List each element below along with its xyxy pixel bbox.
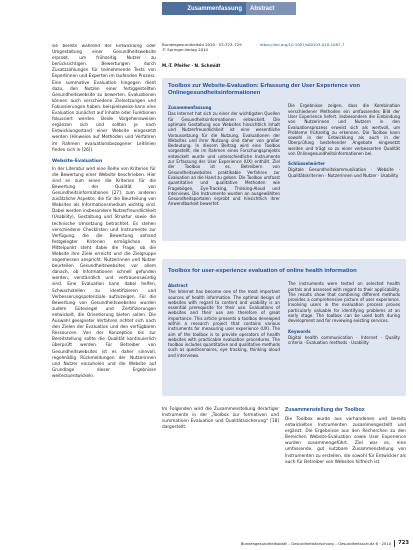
german-abstract-box [162, 78, 406, 241]
left-column-text [52, 44, 156, 536]
german-keywords: Digitale Gesundheitskommunikation · Website · Qualitätskriterien · Nutzerinnen und Nutzer · Usability [288, 167, 400, 178]
footer-divider [394, 540, 395, 547]
toolbox-heading: Zusammenstellung der Toolbox [285, 407, 365, 413]
citation-block [162, 42, 402, 52]
body-text-bottom: Im Folgenden wird die Zusammenstellung derartiger Instrumente in der „Toolbox zur formativen und summativen Evaluation und Qualitätssicherung“ [18] dargestellt. [162, 407, 279, 431]
german-abstract-text-1: Das Internet hat sich zu einer der wichtigsten Quellen für Gesundheitsinformationen entwickelt. Die optimale Gestaltung von Websites hinsichtlich Inhalt und Nutzerfreundlichkeit ist eine wesentliche Voraussetzung für die Nutzung. Evaluationen der Websites und ihrer Nutzung sind daher von großer Bedeutung. In diesem Beitrag wird eine Toolbox vorgestellt, die im Rahmen eines Forschungsprojekts entwickelt wurde und unterschiedliche Instrumente zur Erfassung der User Experience (UX) enthält. Ziel der Toolbox ist es, Betreibern von Gesundheitswebsites praktikable Verfahren zur Evaluation an die Hand zu geben. Die Toolbox umfasst quantitative und qualitative Methoden wie Fragebögen, Eye-Tracking, Thinking-Aloud und Interviews. Die Instrumente wurden an ausgewählten Gesundheitsportalen erprobt und hinsichtlich ihrer Anwendbarkeit bewertet. [168, 111, 280, 207]
left-paragraph-2: In der Literatur wird eine Reihe von Kriterien für die Bewertung einer Website beschrieben. Hier sind es zum einen die Kriterien für die Bewertung der Qualität von Gesundheitsinformationen [27], zum anderen zusätzliche Aspekte, die für die Beurteilung von Websites als Informationsmedium wichtig sind. Dabei werden insbesondere Nutzerfreundlichkeit (Usability), Gestaltung und Struktur sowie die technische Umsetzung betrachtet. Es stehen verschiedene Checklisten und Instrumente zur Verfügung, die die Bewertung anhand festgelegter Kriterien ermöglichen. Im Mittelpunkt steht dabei die Frage, ob die Website ihre Ziele erreicht und die Zielgruppe angemessen anspricht. Nutzerinnen und Nutzer beurteilen Gesundheitswebsites vor allem danach, ob Informationen schnell gefunden werden, verständlich und vertrauenswürdig sind. Eine Evaluation kann dabei helfen, Schwachstellen zu identifizieren und Verbesserungspotenziale aufzuzeigen. Für die Bewertung von Gesundheitswebsites wurden zudem Gütesiegel und Zertifizierungen entwickelt, die Orientierung bieten sollen. Die Auswahl geeigneter Verfahren richtet sich nach den Zielen der Evaluation und den verfügbaren Ressourcen. Von der Konzeption bis zur Bereitstellung sollte die Qualität kontinuierlich überprüft werden. Für Betreiber von Gesundheitswebsites ist es daher sinnvoll, regelmäßig Rückmeldungen der Nutzerinnen und Nutzer einzuholen und die Website auf Grundlage dieser Ergebnisse weiterzuentwickeln. [52, 166, 156, 379]
english-abstract-text-2: The instruments were tested on selected health portals and assessed with regard to their applicability. The results show that combining different methods provides a comprehensive picture of user experience. Involving users in the evaluation process proves particularly valuable for identifying problems at an early stage. The toolbox can be used both during development and for reviewing existing services. [288, 281, 400, 324]
journal-citation: Bundesgesundheitsbl 2010 · 53:723–729 [162, 42, 242, 47]
author-line: M.-T. Pfeifer · N. Schmidt [162, 63, 221, 68]
left-paragraph-1: sie bereits während der Entwicklung oder Umgestaltung einer Gesundheitswebsite erprobt, um frühzeitig Nutzer zu berücksichtigen. Bewertungen durch Zusatzzahlungen für teilnehmende Tests von Expertinnen und Experten im laufenden Prozess. Eine summative Evaluation hingegen dient dazu, den Nutzen einer fertiggestellten Gesundheitswebsite zu bewerten. Evaluationen können auch verschiedene Zielsetzungen und Fokussierungen haben, beispielsweise kann eine Evaluation zunächst auf Inhalte oder Funktionen fokussiert werden. Beide Vorgehensweisen ergänzen sich und sollten je nach Entwicklungsstand einer Website eingesetzt werden (Hinweise auf Methoden und Verfahren im Rahmen evaluationsbezogener Leitlinien finden sich in [26]). [52, 44, 156, 153]
footer-journal: Bundesgesundheitsblatt – Gesundheitsforschung – Gesundheitsschutz 6 · 2010 [240, 540, 392, 546]
toolbox-text: Die Toolbox wurde aus vorhandenen und bereits entwickelten Instrumenten zusammengestellt und ergänzt. Die Ergebnisse aus den Recherchen zu den Bereichen Website-Evaluation sowie User Experience wurden zusammengeführt. Ziel war es, eine umfassende, gut nutzbare Zusammenstellung von Instrumenten zu erstellen, die sowohl für Entwickler als auch für Betreiber von Websites hilfreich ist. [285, 417, 406, 465]
german-keywords-label: Schlüsselwörter [288, 161, 326, 167]
english-keywords-label: Keywords [288, 328, 311, 334]
abstract-header: Abstract [246, 2, 296, 15]
english-keywords: Digital health communication · Internet · Quality criteria · Evaluation methods · Usability [288, 334, 400, 345]
doi-link[interactable]: https://doi.org/10.1007/s00103-010-1087-7 [259, 42, 345, 47]
english-abstract-text-1: The Internet has become one of the most important sources of health information. The optimal design of websites with regard to content and usability is an essential prerequisite for their use. Evaluations of websites and their use are therefore of great importance. This article presents a toolbox developed within a research project that contains various instruments for measuring user experience (UX). The aim of the toolbox is to provide operators of health websites with practicable evaluation procedures. The toolbox includes quantitative and qualitative methods such as questionnaires, eye tracking, thinking aloud and interviews. [168, 289, 280, 358]
section-heading-website-evaluation: Website-Evaluation [52, 158, 103, 164]
english-section-label: Abstract [168, 283, 188, 289]
german-section-label: Zusammenfassung [168, 105, 212, 111]
page-footer [200, 536, 413, 550]
zusammenfassung-header: Zusammenfassung [162, 2, 246, 15]
toolbox-section [285, 407, 406, 466]
english-abstract-box [162, 259, 406, 396]
page-number: 723 [398, 540, 409, 546]
german-title: Toolbox zur Website-Evaluation: Erfassung der User Experience von Onlinegesundheitsinformationen [168, 83, 360, 97]
german-abstract-text-2: Die Ergebnisse zeigen, dass die Kombination verschiedener Methoden ein umfassendes Bild der User Experience liefert. Insbesondere die Einbindung von Nutzerinnen und Nutzern in den Evaluationsprozess erweist sich als wertvoll, um Probleme frühzeitig zu erkennen. Die Toolbox kann sowohl in der Entwicklung als auch in der Überprüfung bestehender Angebote eingesetzt werden und trägt so zu einer verbesserten Qualität von Onlinegesundheitsinformationen bei. [288, 103, 400, 157]
copyright: © Springer-Verlag 2010 [162, 47, 209, 53]
english-title: Toolbox for user-experience evaluation of online health information [168, 268, 357, 274]
